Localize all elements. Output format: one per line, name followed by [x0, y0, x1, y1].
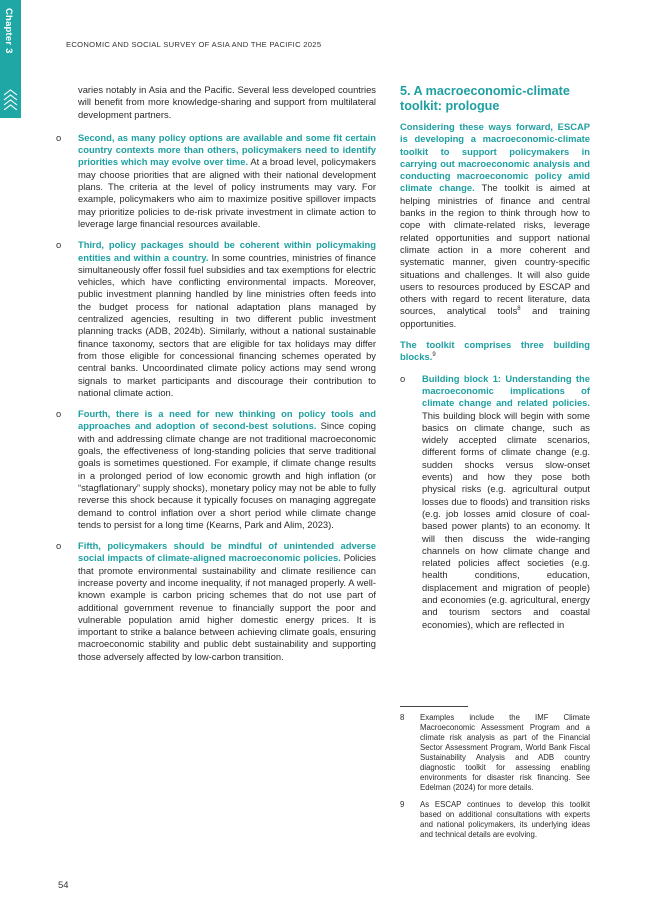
- list-item-body: This building block will begin with some basics on climate change, such as widely accepted climate scenarios, different forms of climate change (e.g. sudden shocks versus slow-onset events) and how they pose both physical risks (e.g. agricultural output losses due to floods) and transition risks (e.g. job losses amid closure of coal-based power plants) to an economy. It will then discuss the wide-ranging channels on how climate change and related policies affect societies (e.g. health conditions, education, displacement and migration of people) and economies (e.g. agricultural, energy and tourism sectors and coastal economies), which are reflected in: [422, 409, 590, 630]
- intro-text: varies notably in Asia and the Pacific. Several less developed countries will benefit from more knowledge-sharing and support from multilateral development partners.: [78, 84, 376, 120]
- list-item-highlight: Second, as many policy options are available and some fit certain country contexts more than others, policymakers need to identify priorities which may evolve over time.: [78, 131, 376, 168]
- paragraph-tail: and training opportunities.: [400, 305, 590, 329]
- building-blocks-paragraph: [400, 339, 590, 364]
- list-item-highlight: Building block 1: Understanding the macroeconomic implications of climate change and related policies.: [422, 372, 590, 409]
- paragraph-body: The toolkit is aimed at helping ministries of finance and central banks in the region to think through how to cope with climate-related risks, leverage related opportunities and support national climate action in a more coherent and systematic manner, given country-specific situations and challenges. It will also guide users to resources produced by ESCAP and others with regard to recent literature, data sources, analytical tools: [400, 182, 591, 317]
- bullet-marker: o: [56, 408, 62, 420]
- list-item: [56, 408, 376, 531]
- list-item-body: In some countries, ministries of finance simultaneously offer fossil fuel subsidies and tax exemptions for electric vehicles, which have conflicting environmental impacts. Moreover, public investment planning handled by line ministries often feeds into the budget process for national adaptation plans managed by centralized agencies, resulting in two different public investment planning tracks (ADB, 2024b). Similarly, without a national sustainable finance taxonomy, sectors that are eligible for tax holidays may differ from those eligible for concessional financing schemes operated by central banks. Uncoordinated climate policy actions may send wrong signals to market participants and discourage their contribution to national climate action.: [78, 251, 377, 398]
- bullet-marker: o: [400, 372, 406, 384]
- intro-continuation: [56, 84, 376, 121]
- bullet-marker: o: [56, 131, 62, 143]
- bullet-marker: o: [56, 540, 62, 552]
- bullet-marker: o: [56, 239, 62, 251]
- list-item-highlight: Fourth, there is a need for new thinking on policy tools and approaches and adoption of second-best solutions.: [78, 408, 376, 432]
- footnote: [400, 713, 590, 793]
- list-item-body: Policies that promote environmental sustainability and climate resilience can increase poverty and income inequality, if not managed properly. A well-known example is carbon pricing schemes that do not use part of additional government revenue to financially support the poor and vulnerable population amid higher domestic energy prices. It is important to strike a balance between achieving climate goals, ensuring macroeconomic stability and public debt sustainability and supporting those adversely affected by low-carbon transition.: [78, 552, 376, 662]
- list-item-text: [422, 373, 590, 631]
- list-item-text: [78, 408, 376, 531]
- footnote-ref-9[interactable]: 9: [432, 352, 436, 359]
- list-item-highlight: Third, policy packages should be coherent within policymaking entities and within a country.: [78, 239, 376, 263]
- footnote-divider: [400, 706, 468, 707]
- footnote: [400, 800, 590, 840]
- footnote-text: Examples include the IMF Climate Macroeconomic Assessment Program and a climate risk analysis as part of the Financial Sector Assessment Program, World Bank Fiscal Sustainability Analysis and ADB country diagnostic toolkit for assessing enabling environments for disaster risk financing. See Edelman (2024) for more details.: [420, 713, 590, 792]
- list-item-text: [78, 239, 376, 399]
- list-item-body: Since coping with and addressing climate change are not traditional macroeconomic goals, the effectiveness of long-standing policies that serve traditional goals is sometimes questioned. For example, if climate change results in a prolonged period of low economic growth and high inflation (or “stagflationary” supply shocks), monetary policy may not be able to fully reverse this shock because it typically focuses on managing aggregate demand to control inflation over a short period while climate change tends to persist for a long time (Kearns, Park and Alim, 2023).: [78, 420, 376, 530]
- toolkit-intro-paragraph: [400, 121, 590, 330]
- chevron-decoration-icon: [2, 88, 19, 110]
- right-column: [400, 84, 590, 640]
- left-column: [56, 84, 376, 672]
- paragraph-highlight: Considering these ways forward, ESCAP is developing a macroeconomic-climate toolkit to support policymakers in carrying out macroeconomic analysis and conducting macroeconomic policy amid climate change.: [400, 121, 590, 194]
- chapter-tab: [0, 0, 21, 118]
- footnote-ref-8[interactable]: 8: [517, 306, 521, 313]
- paragraph-highlight: The toolkit comprises three building blocks.: [400, 339, 590, 363]
- list-item-text: [78, 132, 376, 230]
- chapter-tab-label: Chapter 3: [3, 8, 14, 54]
- list-item-text: [78, 540, 376, 663]
- running-header: ECONOMIC AND SOCIAL SURVEY OF ASIA AND THE PACIFIC 2025: [66, 40, 322, 49]
- list-item: [56, 540, 376, 663]
- list-item: [56, 132, 376, 230]
- list-item: [56, 239, 376, 399]
- list-item-highlight: Fifth, policymakers should be mindful of unintended adverse social impacts of climate-aligned macroeconomic policies.: [78, 540, 376, 564]
- footnote-text: As ESCAP continues to develop this toolkit based on additional consultations with experts and national policymakers, its underlying ideas and technical details are evolving.: [420, 800, 590, 839]
- footnotes: [400, 704, 590, 847]
- footnote-number: 8: [400, 713, 405, 722]
- footnote-number: 9: [400, 800, 405, 809]
- list-item-body: At a broad level, policymakers may choose priorities that are aligned with their national development plans. The criteria at the level of policy instruments may vary. For example, policymakers who aim to maximize positive spillover impacts may prioritize policies to de-risk private investment in climate action to leverage large financial resources available.: [78, 156, 376, 229]
- list-item: [400, 373, 590, 631]
- section-title: 5. A macroeconomic-climate toolkit: prologue: [400, 84, 570, 113]
- page-number: 54: [58, 880, 69, 891]
